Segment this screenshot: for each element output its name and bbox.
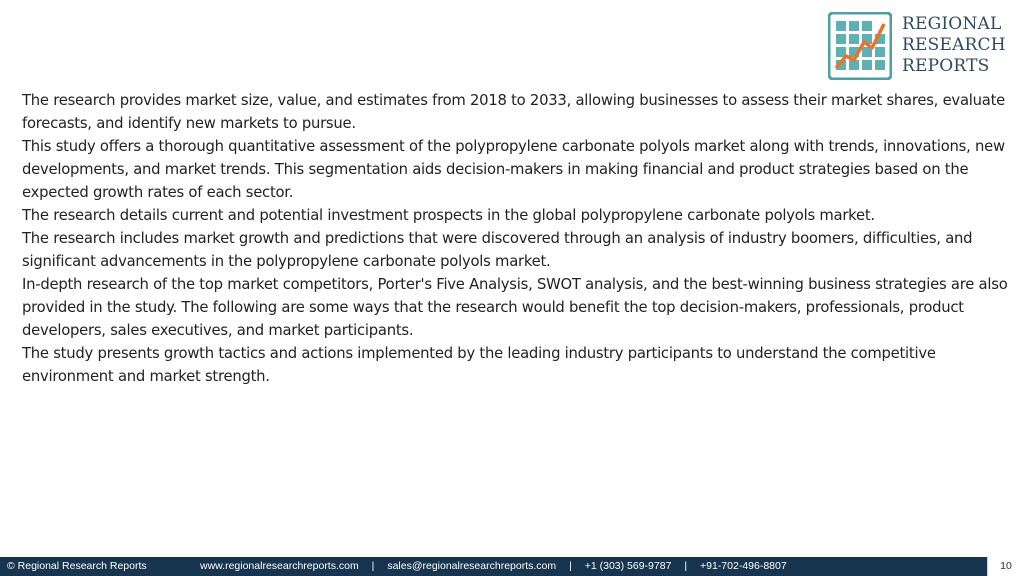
paragraph-3: The research details current and potential investment prospects in the global polypropylene carbonate polyols market. [22, 207, 875, 224]
footer-separator: | [371, 560, 375, 572]
logo-line-1: REGIONAL [902, 14, 1002, 34]
paragraph-2: This study offers a thorough quantitative assessment of the polypropylene carbonate polyols market along with trends, innovations, new developments, and market trends. This segmentation aids decision-makers in making financial and product strategies based on the expected growth rates of each sector. [22, 138, 1005, 201]
paragraph-1: The research provides market size, value, and estimates from 2018 to 2033, allowing businesses to assess their market shares, evaluate forecasts, and identify new markets to pursue. [22, 92, 1005, 132]
paragraph-5: In-depth research of the top market competitors, Porter's Five Analysis, SWOT analysis, and the best-winning business strategies are also provided in the study. The following are some ways that the research would benefit the top decision-makers, professionals, product developers, sales executives, and market participants. [22, 276, 1008, 339]
logo-line-3: REPORTS [902, 56, 990, 76]
paragraph-4: The research includes market growth and predictions that were discovered through an analysis of industry boomers, difficulties, and significant advancements in the polypropylene carbonate polyols market. [22, 230, 973, 270]
body-text [22, 89, 1012, 388]
footer-email-link[interactable]: sales@regionalresearchreports.com [387, 560, 557, 572]
footer-website-link[interactable]: www.regionalresearchreports.com [200, 560, 359, 572]
footer-copyright: © Regional Research Reports [7, 560, 147, 572]
footer-separator: | [684, 560, 688, 572]
brand-logo [828, 12, 1018, 84]
footer-bar [0, 557, 1024, 576]
logo-wordmark [902, 14, 1006, 77]
logo-chart-icon [828, 12, 892, 80]
page-number: 10 [987, 557, 1024, 576]
footer-contacts [200, 557, 787, 576]
footer-phone-1: +1 (303) 569-9787 [584, 560, 672, 572]
footer-phone-2: +91-702-496-8807 [700, 560, 787, 572]
paragraph-6: The study presents growth tactics and actions implemented by the leading industry participants to understand the competitive environment and market strength. [22, 345, 936, 385]
logo-line-2: RESEARCH [902, 35, 1006, 55]
footer-separator: | [569, 560, 572, 572]
